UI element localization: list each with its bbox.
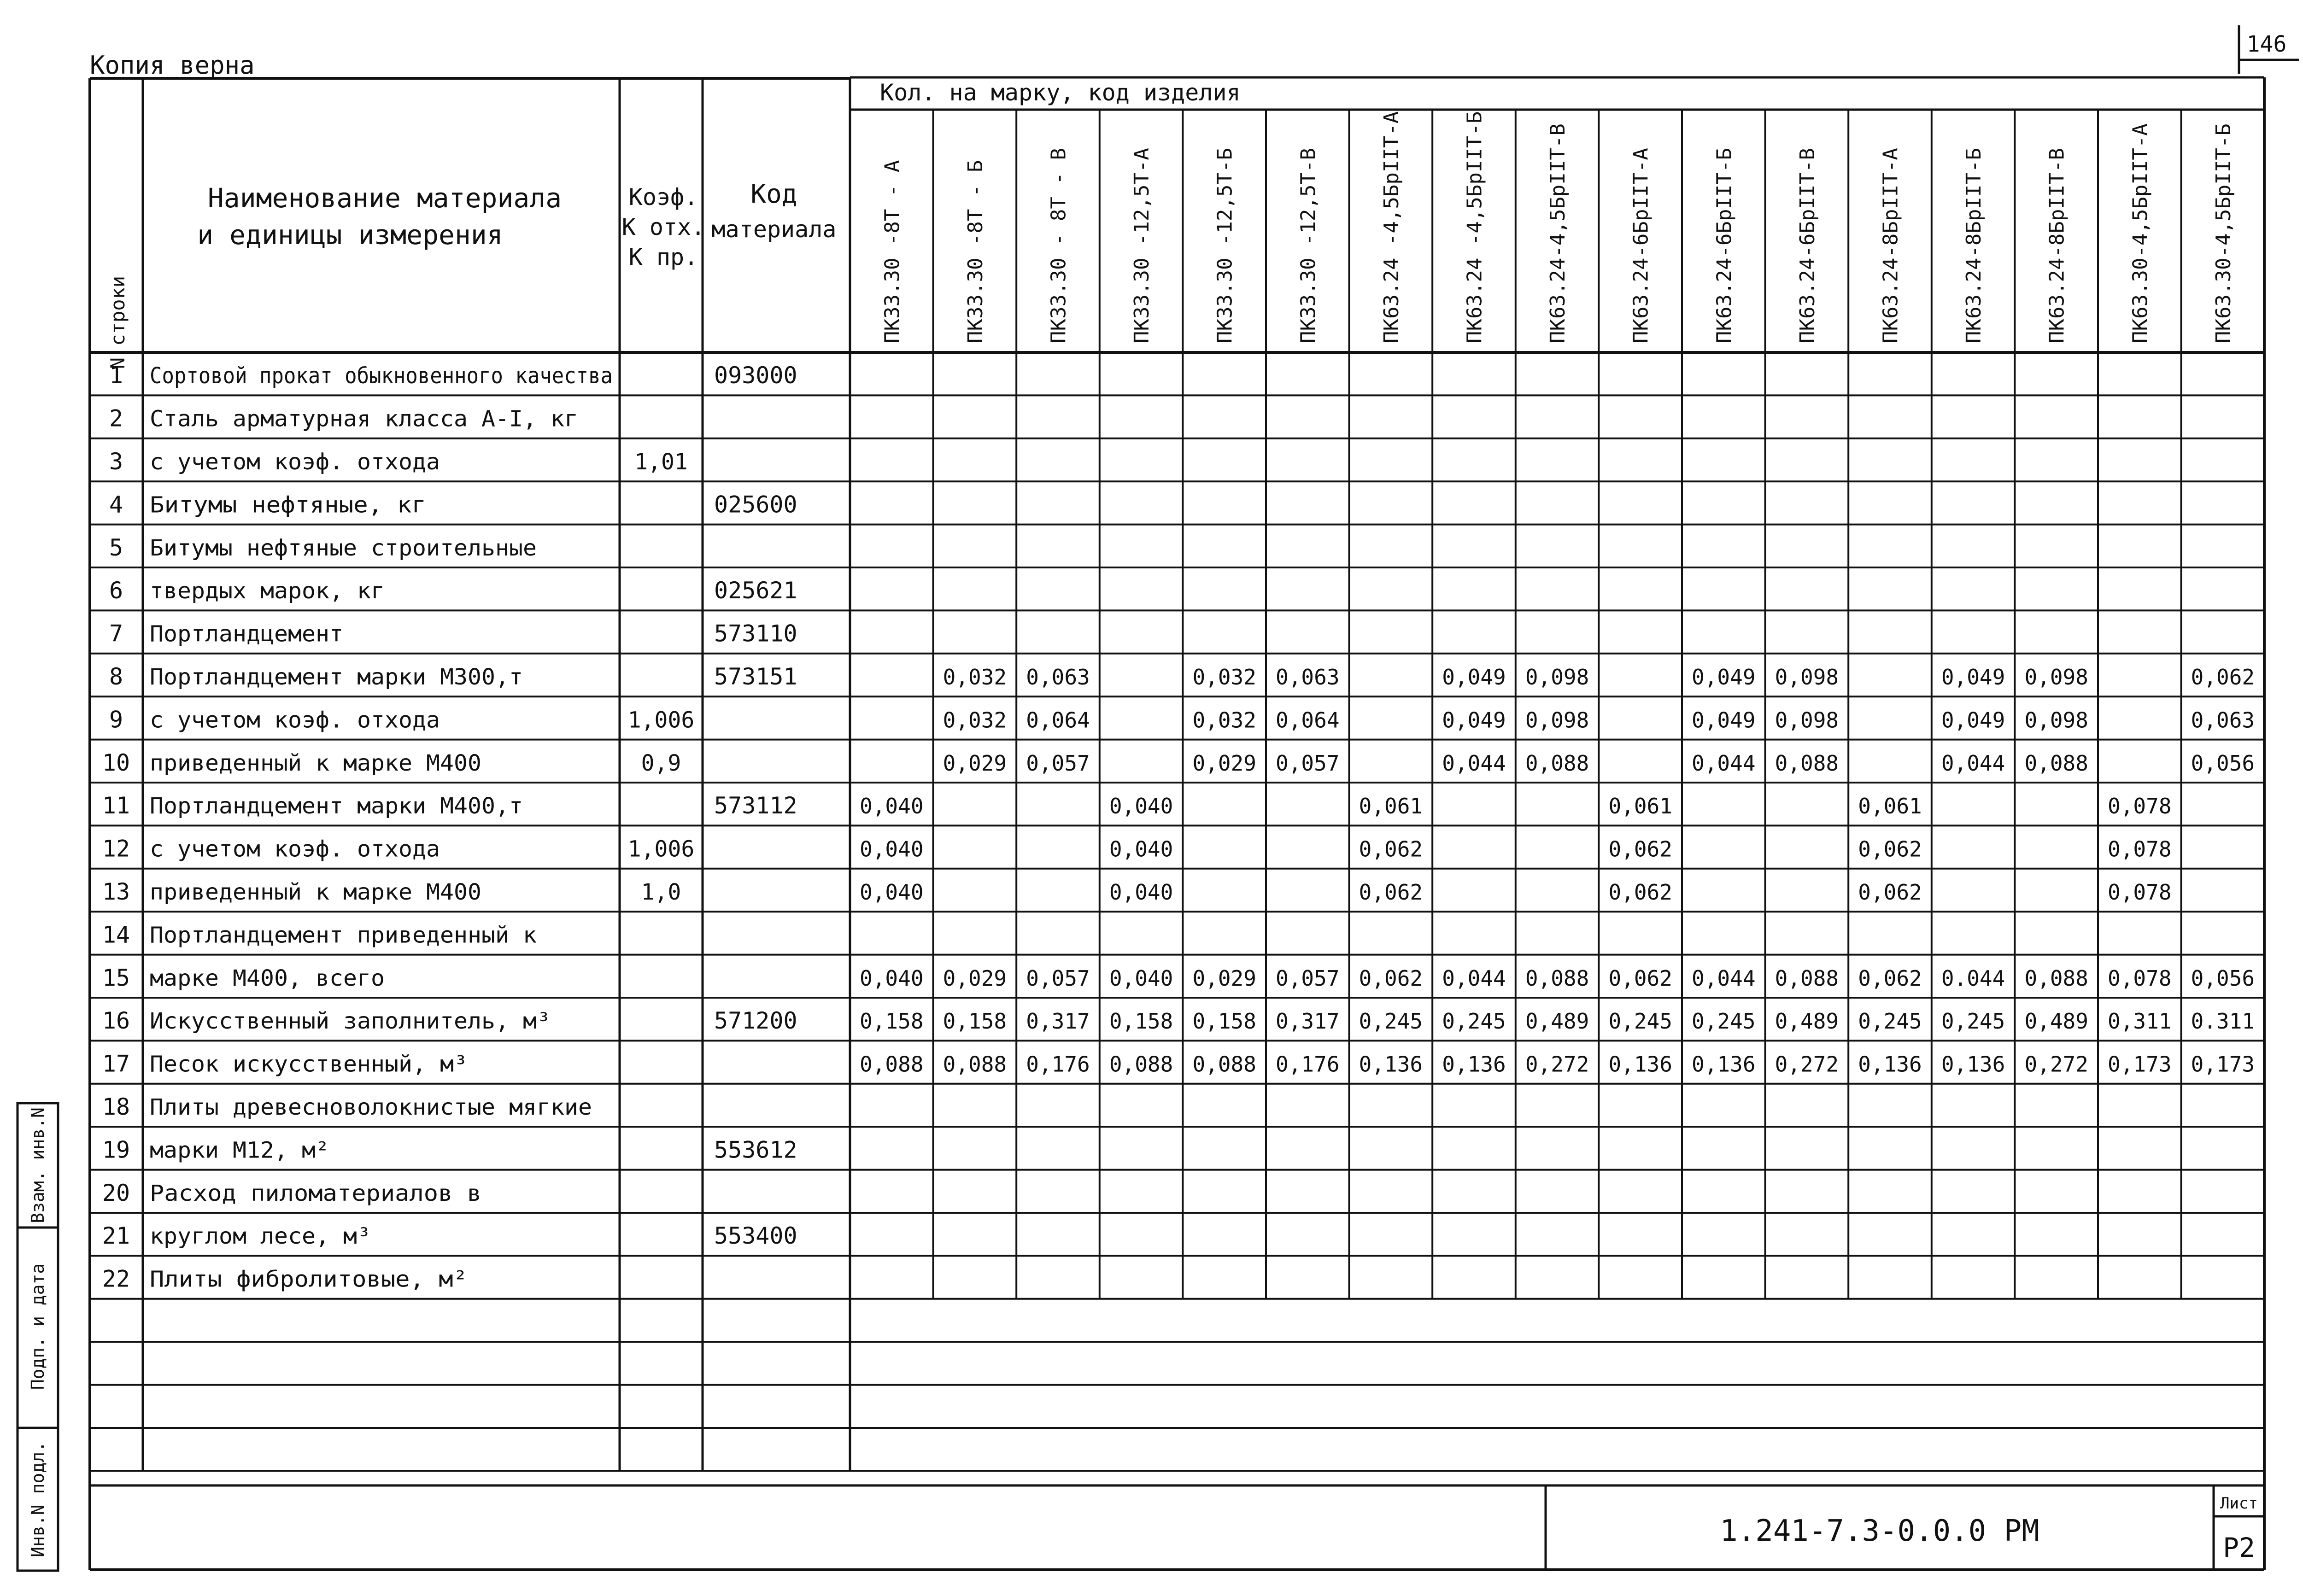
material-name: круглом лесе, м³	[150, 1223, 371, 1250]
quantity-cell: 0,029	[943, 965, 1007, 991]
table-row	[102, 792, 2172, 819]
table-row	[109, 620, 797, 647]
material-name-header: Наименование материала	[207, 182, 562, 214]
row-number: 10	[102, 749, 130, 776]
quantity-cell: 0,245	[1442, 1009, 1506, 1034]
product-headers	[880, 111, 2235, 343]
quantity-cell: 0,040	[1109, 836, 1173, 862]
material-name: твердых марок, кг	[150, 578, 385, 604]
quantity-cell: 0,044	[1442, 965, 1506, 991]
quantity-cell: 0,272	[1525, 1052, 1589, 1077]
quantity-cell: 0,062	[1359, 836, 1423, 862]
material-name: Битумы нефтяные, кг	[150, 492, 426, 518]
quantity-cell: 0,158	[860, 1009, 924, 1034]
coef-header-2: К отх.	[621, 214, 705, 240]
table-row	[109, 534, 537, 561]
product-header-10: ПК63.24-6БрIIТ-А	[1629, 148, 1653, 343]
quantity-cell: 0,062	[1858, 880, 1922, 905]
material-name: приведенный к марке М400	[150, 879, 481, 906]
product-header-5: ПК33.30 -12,5Т-Б	[1213, 148, 1237, 343]
quantity-cell: 0,063	[2191, 707, 2255, 733]
quantity-cell: 0,049	[1442, 665, 1506, 690]
quantity-cell: 0,158	[1109, 1009, 1173, 1034]
table-row	[102, 836, 2172, 862]
material-name: Расход пиломатериалов в	[150, 1180, 481, 1206]
row-number: 12	[102, 835, 130, 862]
coef-header: Коэф.	[628, 184, 698, 210]
quantity-cell: 0,078	[2108, 794, 2172, 819]
quantity-cell: 0,032	[1192, 665, 1256, 690]
quantity-cell: 0,245	[1359, 1009, 1423, 1034]
table-row	[109, 448, 688, 475]
quantity-cell: 0,173	[2191, 1052, 2255, 1077]
quantity-cell: 0,098	[1775, 665, 1839, 690]
row-number: 6	[109, 577, 123, 604]
quantity-cell: 0,057	[1026, 965, 1090, 991]
quantity-cell: 0,136	[1608, 1052, 1672, 1077]
material-code: 553400	[714, 1222, 797, 1250]
quantity-cell: 0,245	[1941, 1009, 2005, 1034]
quantity-cell: 0,061	[1608, 794, 1672, 819]
quantity-cell: 0,032	[943, 665, 1007, 690]
quantity-cell: 0,489	[2024, 1009, 2088, 1034]
row-number: 22	[102, 1265, 130, 1292]
table-row	[102, 878, 2172, 905]
material-code: 573151	[714, 663, 797, 690]
quantity-cell: 0,044	[1442, 750, 1506, 776]
quantity-cell: 0,173	[2108, 1052, 2172, 1077]
quantity-cell: 0,136	[1442, 1052, 1506, 1077]
quantity-cell: 0,245	[1608, 1009, 1672, 1034]
quantity-cell: 0.044	[1941, 965, 2005, 991]
quantity-cell: 0,176	[1026, 1052, 1090, 1077]
quantity-cell: 0,062	[1608, 880, 1672, 905]
quantity-cell: 0,088	[2024, 750, 2088, 776]
table-row	[102, 1266, 468, 1292]
quantity-cell: 0,136	[1941, 1052, 2005, 1077]
code-header-2: материала	[711, 216, 837, 243]
quantity-cell: 0,158	[1192, 1009, 1256, 1034]
quantity-cell: 0,245	[1692, 1009, 1756, 1034]
product-header-4: ПК33.30 -12,5Т-А	[1130, 148, 1154, 343]
product-header-17: ПК63.30-4,5БрIIТ-Б	[2211, 123, 2235, 343]
material-name: Портландцемент приведенный к	[150, 922, 537, 948]
row-number: 15	[102, 964, 130, 991]
side-stamp-replace: Взам. инв.N	[28, 1107, 48, 1223]
quantity-cell: 0,088	[1775, 750, 1839, 776]
quantity-cell: 0,088	[1525, 750, 1589, 776]
quantity-cell: 0,078	[2108, 836, 2172, 862]
material-code: 025621	[714, 577, 797, 604]
quantity-cell: 0,317	[1026, 1009, 1090, 1034]
quantity-cell: 0,040	[1109, 965, 1173, 991]
sheet-value: Р2	[2223, 1532, 2255, 1563]
material-code: 025600	[714, 491, 797, 518]
quantity-cell: 0,062	[1858, 965, 1922, 991]
page-number: 146	[2246, 31, 2287, 57]
row-number: 11	[102, 792, 130, 819]
material-name: Искусственный заполнитель, м³	[150, 1008, 551, 1035]
table-row	[102, 1180, 481, 1206]
row-number: 2	[109, 405, 123, 432]
row-number: 18	[102, 1093, 130, 1121]
row-number: 3	[109, 448, 123, 475]
material-name: Битумы нефтяные строительные	[150, 535, 537, 561]
quantity-cell: 0,056	[2191, 750, 2255, 776]
quantity-cell: 0,098	[1525, 707, 1589, 733]
quantity-cell: 0,040	[1109, 794, 1173, 819]
code-header: Код	[750, 179, 797, 209]
quantity-cell: 0,029	[1192, 750, 1256, 776]
table-row	[102, 1222, 797, 1249]
quantity-cell: 0,062	[1359, 880, 1423, 905]
material-code: 553612	[714, 1136, 797, 1163]
material-name: Плиты древесноволокнистые мягкие	[150, 1094, 592, 1121]
product-header-8: ПК63.24 -4,5БрIIТ-Б	[1463, 111, 1487, 343]
quantity-cell: 0,062	[1608, 965, 1672, 991]
row-number: 1	[109, 362, 123, 389]
side-stamp-sign: Подп. и дата	[28, 1263, 48, 1390]
quantity-cell: 0,062	[1359, 965, 1423, 991]
quantity-cell: 0,049	[1442, 707, 1506, 733]
title-block	[90, 1485, 2264, 1570]
product-header-7: ПК63.24 -4,5БрIIТ-А	[1379, 111, 1403, 343]
quantity-cell: 0,062	[2191, 665, 2255, 690]
quantity-cell: 0,029	[943, 750, 1007, 776]
material-name: Портландцемент марки М400,т	[150, 793, 523, 819]
row-number: 13	[102, 878, 130, 906]
quantity-cell: 0,049	[1692, 707, 1756, 733]
quantity-cell: 0,098	[2024, 707, 2088, 733]
quantity-cell: 0,029	[1192, 965, 1256, 991]
quantity-cell: 0,063	[1026, 665, 1090, 690]
product-header-13: ПК63.24-8БрIIТ-А	[1879, 148, 1903, 343]
quantity-cell: 0,049	[1692, 665, 1756, 690]
quantity-cell: 0,049	[1941, 665, 2005, 690]
quantity-cell: 0.311	[2191, 1009, 2255, 1034]
material-code: 573110	[714, 620, 797, 647]
material-name: с учетом коэф. отхода	[150, 707, 440, 733]
copy-stamp: Копия верна	[90, 51, 255, 80]
material-name: марки М12, м²	[150, 1137, 329, 1163]
material-name: марке М400, всего	[150, 965, 385, 991]
product-header-9: ПК63.24-4,5БрIIТ-В	[1546, 123, 1570, 343]
quantity-cell: 0,088	[1775, 965, 1839, 991]
quantity-cell: 0,136	[1858, 1052, 1922, 1077]
row-number: 20	[102, 1179, 130, 1206]
quantity-cell: 0,078	[2108, 965, 2172, 991]
quantity-cell: 0,056	[2191, 965, 2255, 991]
material-name: с учетом коэф. отхода	[150, 836, 440, 862]
quantity-cell: 0,063	[1276, 665, 1340, 690]
row-number: 4	[109, 491, 123, 518]
material-name: Песок искусственный, м³	[150, 1051, 468, 1077]
quantity-cell: 0,044	[1941, 750, 2005, 776]
quantity-cell: 0,489	[1775, 1009, 1839, 1034]
row-number: 17	[102, 1050, 130, 1077]
quantity-cell: 0,062	[1858, 836, 1922, 862]
quantity-cell: 0,245	[1858, 1009, 1922, 1034]
coef-value: 1,006	[627, 707, 695, 733]
material-name: приведенный к марке М400	[150, 750, 481, 776]
row-number: 14	[102, 921, 130, 948]
quantity-cell: 0,032	[1192, 707, 1256, 733]
quantity-cell: 0,158	[943, 1009, 1007, 1034]
table-row	[102, 1093, 592, 1120]
quantity-cell: 0,088	[1525, 965, 1589, 991]
quantity-cell: 0,317	[1276, 1009, 1340, 1034]
product-header-12: ПК63.24-6БрIIТ-В	[1795, 148, 1819, 343]
quantity-cell: 0,088	[1192, 1052, 1256, 1077]
quantity-cell: 0,176	[1276, 1052, 1340, 1077]
quantity-cell: 0,032	[943, 707, 1007, 733]
quantity-cell: 0,489	[1525, 1009, 1589, 1034]
product-header-3: ПК33.30 - 8Т - В	[1047, 148, 1071, 343]
row-number-header: N строки	[106, 275, 129, 369]
row-number: 7	[109, 620, 123, 647]
row-number: 19	[102, 1136, 130, 1163]
quantity-cell: 0,136	[1359, 1052, 1423, 1077]
quantity-cell: 0,272	[1775, 1052, 1839, 1077]
quantity-cell: 0,040	[860, 880, 924, 905]
product-header-16: ПК63.30-4,5БрIIТ-А	[2128, 123, 2152, 343]
quantity-cell: 0,040	[860, 836, 924, 862]
quantity-cell: 0,044	[1692, 965, 1756, 991]
table-row	[109, 405, 578, 432]
row-number: 9	[109, 706, 123, 733]
quantity-cell: 0,088	[943, 1052, 1007, 1077]
designation: 1.241-7.3-0.0.0 РМ	[1720, 1514, 2039, 1548]
quantity-cell: 0,064	[1026, 707, 1090, 733]
coef-header-3: К пр.	[628, 244, 698, 270]
table-row	[109, 362, 797, 389]
quantity-cell: 0,061	[1359, 794, 1423, 819]
quantity-cell: 0,049	[1941, 707, 2005, 733]
row-number: 8	[109, 663, 123, 690]
quantity-cell: 0,098	[2024, 665, 2088, 690]
quantity-cell: 0,078	[2108, 880, 2172, 905]
quantity-cell: 0,098	[1525, 665, 1589, 690]
group-header: Кол. на марку, код изделия	[880, 79, 1241, 106]
row-number: 16	[102, 1007, 130, 1035]
quantity-cell: 0,057	[1026, 750, 1090, 776]
material-name: Сталь арматурная класса А-I, кг	[150, 406, 578, 432]
quantity-cell: 0,044	[1692, 750, 1756, 776]
material-name: с учетом коэф. отхода	[150, 449, 440, 475]
material-name: Плиты фибролитовые, м²	[150, 1266, 468, 1292]
product-header-2: ПК33.30 -8Т - Б	[963, 160, 987, 343]
row-number: 5	[109, 534, 123, 561]
product-header-6: ПК33.30 -12,5Т-В	[1296, 148, 1320, 343]
quantity-cell: 0,057	[1276, 965, 1340, 991]
quantity-cell: 0,098	[1775, 707, 1839, 733]
table-row	[102, 1136, 797, 1163]
material-name: Портландцемент	[150, 621, 343, 647]
coef-value: 1,006	[627, 836, 695, 862]
material-name: Портландцемент марки М300,т	[150, 664, 523, 690]
side-stamp-inv: Инв.N подл.	[28, 1441, 48, 1557]
material-code: 573112	[714, 792, 797, 819]
coef-value: 1,0	[641, 879, 681, 906]
product-header-1: ПК33.30 -8Т - А	[880, 160, 904, 343]
grid-lines	[90, 77, 2264, 1570]
material-code: 093000	[714, 362, 797, 389]
quantity-cell: 0,088	[860, 1052, 924, 1077]
table-row	[109, 577, 797, 604]
material-code: 571200	[714, 1007, 797, 1035]
product-header-11: ПК63.24-6БрIIТ-Б	[1712, 148, 1736, 343]
coef-value: 1,01	[634, 449, 688, 475]
quantity-cell: 0,040	[1109, 880, 1173, 905]
material-name: Сортовой прокат обыкновенного качества	[150, 363, 613, 389]
side-stamp	[18, 1103, 58, 1571]
quantity-cell: 0,057	[1276, 750, 1340, 776]
quantity-cell: 0,311	[2108, 1009, 2172, 1034]
quantity-cell: 0,088	[1109, 1052, 1173, 1077]
coef-value: 0,9	[641, 750, 681, 776]
quantity-cell: 0,040	[860, 965, 924, 991]
product-header-14: ПК63.24-8БрIIТ-Б	[1962, 148, 1986, 343]
quantity-cell: 0,136	[1692, 1052, 1756, 1077]
quantity-cell: 0,064	[1276, 707, 1340, 733]
quantity-cell: 0,040	[860, 794, 924, 819]
quantity-cell: 0,062	[1608, 836, 1672, 862]
sheet-label: Лист	[2220, 1494, 2258, 1513]
row-number: 21	[102, 1222, 130, 1250]
quantity-cell: 0,272	[2024, 1052, 2088, 1077]
quantity-cell: 0,088	[2024, 965, 2088, 991]
table-row	[109, 491, 797, 518]
quantity-cell: 0,061	[1858, 794, 1922, 819]
table-row	[102, 921, 537, 948]
product-header-15: ПК63.24-8БрIIТ-В	[2045, 148, 2069, 343]
material-name-header-2: и единицы измерения	[197, 219, 503, 251]
